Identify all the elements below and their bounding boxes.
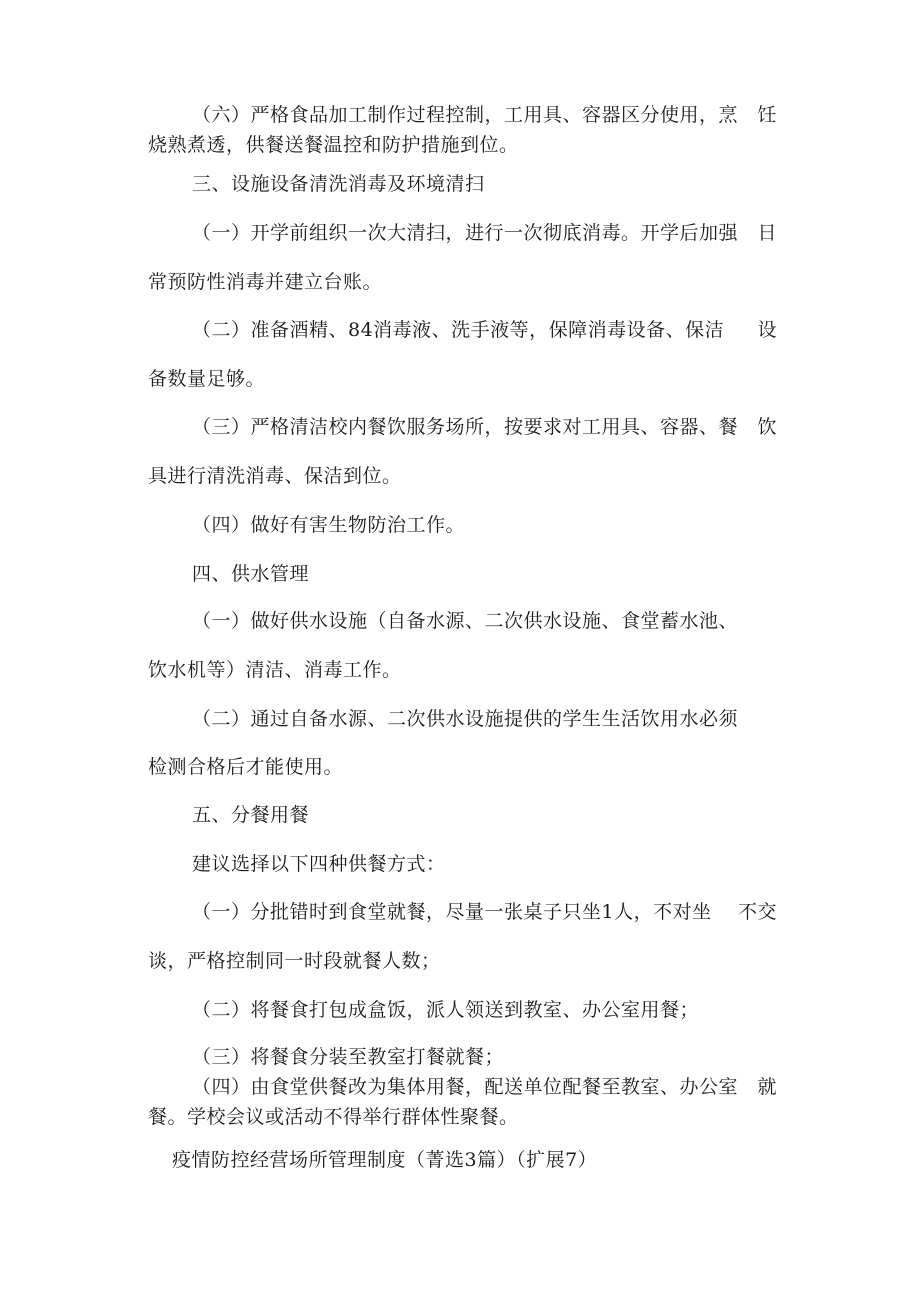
paragraph-3-3-line1 (192, 415, 777, 439)
text-segment: 不交 (737, 901, 777, 923)
text-segment: （一）开学前组织一次大清扫，进行一次彻底消毒。开学后加强 (192, 222, 739, 244)
paragraph-6-line1 (192, 103, 777, 127)
paragraph-3-2-line1 (192, 318, 777, 342)
paragraph-3-4: （四）做好有害生物防治工作。 (192, 514, 466, 536)
paragraph-4-1-line1: （一）做好供水设施（自备水源、二次供水设施、食堂蓄水池、 (192, 610, 739, 632)
section-heading-4: 四、供水管理 (192, 563, 310, 585)
section-heading-3: 三、设施设备清洗消毒及环境清扫 (192, 173, 485, 195)
text-segment: （一）分批错时到食堂就餐，尽量一张桌子只坐1人，不对坐 (192, 901, 712, 923)
paragraph-3-1-line1 (192, 221, 777, 245)
text-segment: （四）由食堂供餐改为集体用餐，配送单位配餐至教室、办公室 (192, 1076, 739, 1098)
section-heading-5: 五、分餐用餐 (192, 804, 310, 826)
text-segment: 就 (757, 1076, 777, 1098)
paragraph-5-intro: 建议选择以下四种供餐方式： (192, 853, 446, 875)
text-segment: （三）严格清洁校内餐饮服务场所，按要求对工用具、容器、餐 (192, 416, 739, 438)
paragraph-3-1-line2: 常预防性消毒并建立台账。 (148, 271, 383, 293)
text-segment: （六）严格食品加工制作过程控制，工用具、容器区分使用，烹 (192, 104, 739, 126)
footer-title: 疫情防控经营场所管理制度（菁选3篇）（扩展7） (172, 1149, 598, 1171)
text-segment: 饮 (757, 416, 777, 438)
paragraph-3-3-line2: 具进行清洗消毒、保洁到位。 (148, 465, 402, 487)
text-segment: （二）准备酒精、84消毒液、洗手液等，保障消毒设备、保洁 (192, 319, 725, 341)
paragraph-5-1-line1 (192, 900, 777, 924)
text-segment: 饪 (757, 104, 777, 126)
paragraph-5-2: （二）将餐食打包成盒饭，派人领送到教室、办公室用餐； (192, 999, 700, 1021)
paragraph-5-4-line1 (192, 1075, 777, 1099)
text-segment: 日 (757, 222, 777, 244)
paragraph-4-2-line1: （二）通过自备水源、二次供水设施提供的学生生活饮用水必须 (192, 708, 739, 730)
paragraph-5-3: （三）将餐食分装至教室打餐就餐； (192, 1046, 505, 1068)
paragraph-5-4-line2: 餐。学校会议或活动不得举行群体性聚餐。 (148, 1106, 519, 1128)
paragraph-4-1-line2: 饮水机等）清洁、消毒工作。 (148, 659, 402, 681)
paragraph-5-1-line2: 谈，严格控制同一时段就餐人数； (148, 950, 441, 972)
paragraph-3-2-line2: 备数量足够。 (148, 368, 266, 390)
paragraph-4-2-line2: 检测合格后才能使用。 (148, 756, 344, 778)
text-segment: 设 (757, 319, 777, 341)
paragraph-6-line2: 烧熟煮透，供餐送餐温控和防护措施到位。 (148, 134, 519, 156)
